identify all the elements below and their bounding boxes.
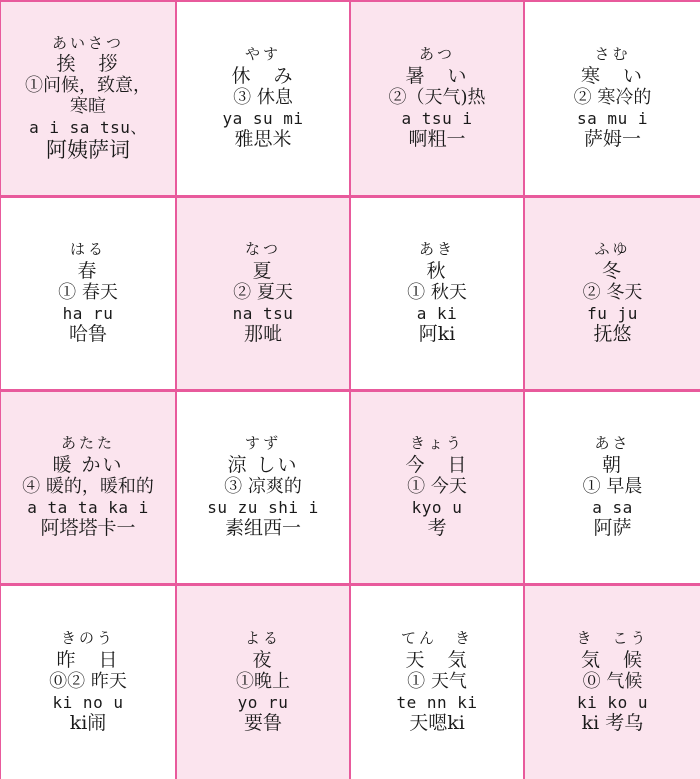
- furigana: はる: [69, 240, 106, 259]
- japanese-word: 暖 かい: [52, 453, 124, 476]
- furigana: あいさつ: [51, 34, 124, 52]
- meaning: ③ 休息: [233, 86, 293, 108]
- japanese-word: 天 気: [405, 648, 469, 671]
- meaning: ① 春天: [58, 281, 118, 303]
- chinese-pronunciation: 阿塔塔卡一: [40, 516, 136, 539]
- meaning: ② 寒冷的: [573, 86, 652, 108]
- japanese-word: 挨 拶: [56, 53, 120, 76]
- vocab-card: [1, 2, 175, 195]
- meaning: ①问候，致意，: [25, 75, 151, 97]
- chinese-pronunciation: 阿姨萨词: [46, 137, 130, 162]
- romaji: ki ko u: [577, 693, 648, 713]
- japanese-word: 朝: [601, 453, 623, 476]
- romaji: fu ju: [587, 304, 638, 324]
- japanese-word: 今 日: [405, 453, 469, 476]
- chinese-pronunciation: 天嗯ki: [409, 711, 465, 734]
- furigana: あき: [418, 240, 455, 259]
- furigana: き こう: [576, 629, 649, 648]
- chinese-pronunciation: ki闹: [69, 711, 107, 734]
- vocab-card: [525, 198, 700, 389]
- chinese-pronunciation: 那呲: [243, 322, 282, 345]
- vocab-card: [177, 198, 349, 389]
- japanese-word: 秋: [426, 259, 448, 282]
- japanese-word: 気 候: [580, 648, 644, 671]
- japanese-word: 寒 い: [580, 64, 644, 87]
- meaning: ① 天气: [407, 670, 467, 692]
- chinese-pronunciation: 素组西一: [224, 516, 301, 539]
- furigana: よる: [244, 629, 281, 648]
- vocab-card: [1, 392, 175, 583]
- meaning: ③ 凉爽的: [224, 475, 302, 497]
- chinese-pronunciation: 考: [427, 516, 447, 539]
- chinese-pronunciation: 阿ki: [418, 322, 456, 345]
- chinese-pronunciation: 啊粗一: [408, 127, 466, 150]
- romaji: ha ru: [62, 304, 114, 324]
- chinese-pronunciation: 抚悠: [593, 322, 632, 345]
- japanese-word: 春: [77, 259, 99, 282]
- japanese-word: 昨 日: [56, 648, 120, 671]
- meaning: ① 早晨: [582, 475, 643, 497]
- meaning: ⓪ 气候: [582, 670, 643, 692]
- furigana: てん き: [400, 629, 473, 648]
- meaning: ①晚上: [236, 670, 290, 692]
- romaji: su zu shi i: [207, 498, 319, 518]
- japanese-word: 休 み: [231, 64, 295, 87]
- japanese-word: 冬: [601, 259, 623, 282]
- japanese-word: 夏: [252, 259, 274, 282]
- vocab-card: [1, 198, 175, 389]
- vocab-card: [177, 2, 349, 195]
- furigana: さむ: [594, 45, 631, 64]
- meaning: 寒暄: [70, 95, 106, 117]
- chinese-pronunciation: 雅思米: [234, 127, 292, 150]
- furigana: あさ: [594, 434, 631, 453]
- vocab-card: [525, 392, 700, 583]
- furigana: あたた: [60, 434, 115, 453]
- vocab-card: [351, 392, 523, 583]
- meaning: ② 冬天: [582, 281, 643, 303]
- furigana: あつ: [418, 45, 455, 64]
- furigana: きょう: [409, 434, 464, 453]
- romaji: a ki: [416, 304, 458, 324]
- meaning: ① 今天: [407, 475, 467, 497]
- vocab-card: [177, 392, 349, 583]
- vocab-card: [177, 586, 349, 779]
- meaning: ② 夏天: [233, 281, 293, 303]
- romaji: a tsu i: [401, 109, 473, 129]
- romaji: kyo u: [411, 498, 463, 518]
- chinese-pronunciation: 阿萨: [593, 516, 632, 539]
- vocab-card: [351, 2, 523, 195]
- romaji: a ta ta ka i: [27, 498, 149, 518]
- vocab-card: [1, 586, 175, 779]
- romaji: na tsu: [232, 304, 294, 324]
- furigana: なつ: [244, 240, 281, 259]
- romaji: ki no u: [52, 693, 124, 713]
- meaning: ②（天气)热: [388, 86, 486, 108]
- meaning: ⓪② 昨天: [49, 670, 127, 692]
- romaji: yo ru: [237, 693, 289, 713]
- chinese-pronunciation: 要鲁: [243, 711, 282, 734]
- chinese-pronunciation: 哈鲁: [68, 322, 107, 345]
- romaji: ya su mi: [222, 109, 304, 129]
- vocab-card: [525, 586, 700, 779]
- chinese-pronunciation: 萨姆一: [583, 127, 641, 150]
- romaji: a i sa tsu、: [29, 118, 147, 138]
- romaji: te nn ki: [396, 693, 478, 713]
- furigana: きのう: [60, 629, 115, 648]
- vocab-card: [351, 198, 523, 389]
- japanese-word: 暑 い: [405, 64, 469, 87]
- vocab-card: [525, 2, 700, 195]
- meaning: ④ 暖的，暖和的: [22, 475, 154, 497]
- chinese-pronunciation: ki 考乌: [581, 711, 644, 734]
- japanese-word: 夜: [252, 648, 274, 671]
- japanese-word: 涼 しい: [227, 453, 299, 476]
- furigana: ふゆ: [594, 240, 631, 259]
- furigana: すず: [244, 434, 282, 453]
- romaji: a sa: [592, 498, 633, 518]
- meaning: ① 秋天: [407, 281, 467, 303]
- furigana: やす: [244, 45, 281, 64]
- vocab-card: [351, 586, 523, 779]
- romaji: sa mu i: [577, 109, 648, 129]
